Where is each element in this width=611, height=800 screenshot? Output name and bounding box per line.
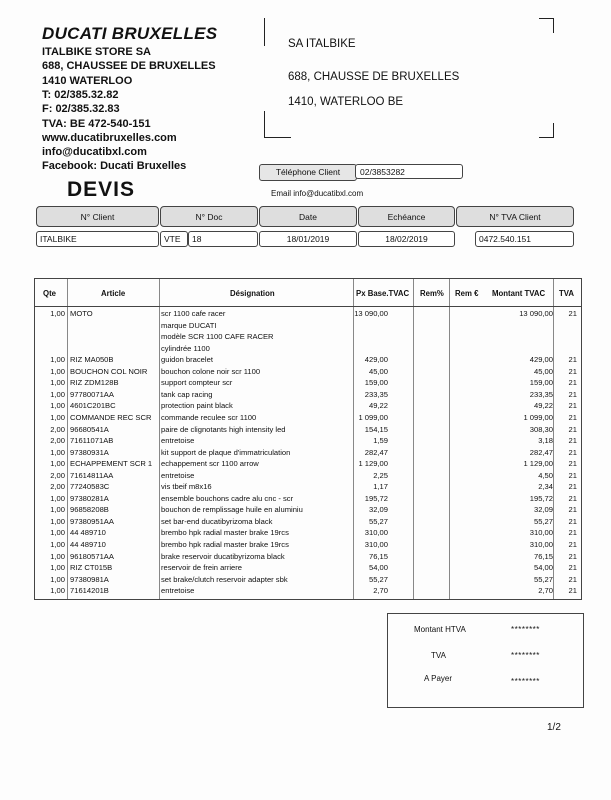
amount-cell: 1 099,00 <box>523 412 553 422</box>
table-row <box>35 412 581 423</box>
tva-cell: 21 <box>568 424 577 434</box>
header-client-label: N° Client <box>36 206 159 227</box>
article-cell: 97380951AA <box>70 516 114 526</box>
article-cell: 77240583C <box>70 482 110 492</box>
tva-cell: 21 <box>568 563 577 573</box>
tva-cell: 21 <box>568 378 577 388</box>
qty-cell: 1,00 <box>50 366 65 376</box>
designation-cell: entretoise <box>161 470 195 480</box>
designation-cell: support compteur scr <box>161 378 233 388</box>
article-cell: 44 489710 <box>70 540 106 549</box>
table-row <box>35 343 581 354</box>
designation-cell: set bar-end ducatibyrizoma black <box>161 516 273 526</box>
header-date-label: Date <box>259 206 357 227</box>
table-row <box>35 447 581 458</box>
amount-cell: 55,27 <box>533 574 553 584</box>
designation-cell: cylindrée 1100 <box>161 343 210 353</box>
recipient-name: SA ITALBIKE <box>288 38 356 50</box>
amount-cell: 282,47 <box>529 447 553 457</box>
table-row <box>35 551 581 562</box>
article-cell: 44 489710 <box>70 528 106 538</box>
article-cell: ECHAPPEMENT SCR 1 <box>70 459 153 469</box>
article-cell: RIZ MA050B <box>70 355 114 365</box>
qty-cell: 1,00 <box>50 459 65 469</box>
sender-line: info@ducatibxl.com <box>42 146 147 159</box>
recipient-address-box <box>264 18 554 138</box>
tva-cell: 21 <box>568 574 577 584</box>
amount-cell: 49,22 <box>533 401 553 411</box>
doc-number: 18 <box>188 231 258 247</box>
page-number: 1/2 <box>547 722 561 733</box>
article-cell: 97380981A <box>70 574 109 584</box>
designation-cell: bouchon de remplissage huile en aluminiu <box>161 505 303 515</box>
designation-cell: commande reculee scr 1100 <box>161 412 257 422</box>
designation-cell: tank cap racing <box>161 389 213 399</box>
recipient-street: 688, CHAUSSE DE BRUXELLES <box>288 71 460 83</box>
table-row <box>35 400 581 411</box>
phone-label: Téléphone Client <box>259 164 357 181</box>
qty-cell: 1,00 <box>50 389 65 399</box>
price-cell: 13 090,00 <box>354 309 388 318</box>
designation-cell: entretoise <box>161 586 195 596</box>
price-cell: 1,59 <box>373 436 388 446</box>
designation-cell: entretoise <box>161 436 195 446</box>
col-rem-eur: Rem € <box>455 289 479 298</box>
table-row <box>35 493 581 504</box>
qty-cell: 1,00 <box>50 447 65 457</box>
designation-cell: paire de clignotants high intensity led <box>161 424 286 434</box>
article-cell: RIZ ZDM128B <box>70 378 119 388</box>
designation-cell: reservoir de frein arriere <box>161 563 243 573</box>
tva-cell: 21 <box>568 447 577 457</box>
tva-cell: 21 <box>568 355 577 365</box>
article-cell: 97380931A <box>70 447 109 457</box>
table-row <box>35 320 581 331</box>
table-row <box>35 458 581 469</box>
header-vat-label: N° TVA Client <box>456 206 574 227</box>
total-tva-label: TVA <box>431 651 446 660</box>
tva-cell: 21 <box>568 586 577 596</box>
price-cell: 1,17 <box>373 482 388 492</box>
designation-cell: protection paint black <box>161 401 233 411</box>
tva-cell: 21 <box>568 470 577 480</box>
qty-cell: 2,00 <box>50 482 65 492</box>
tva-cell: 21 <box>568 412 577 422</box>
article-cell: BOUCHON COL NOIR <box>70 366 148 376</box>
tva-cell: 21 <box>568 459 577 469</box>
qty-cell: 2,00 <box>50 436 65 446</box>
qty-cell: 1,00 <box>50 516 65 526</box>
qty-cell: 1,00 <box>50 309 65 318</box>
table-row <box>35 481 581 492</box>
qty-cell: 1,00 <box>50 505 65 515</box>
company-name: DUCATI BRUXELLES <box>42 24 218 43</box>
amount-cell: 429,00 <box>529 355 553 365</box>
qty-cell: 1,00 <box>50 528 65 538</box>
amount-cell: 54,00 <box>533 563 553 573</box>
col-qty: Qte <box>43 289 56 298</box>
table-row <box>35 539 581 550</box>
table-row <box>35 574 581 585</box>
sender-line: 1410 WATERLOO <box>42 74 133 87</box>
article-cell: COMMANDE REC SCR <box>70 412 152 422</box>
designation-cell: brembo hpk radial master brake 19rcs <box>161 540 289 549</box>
price-cell: 55,27 <box>368 574 388 584</box>
tva-cell: 21 <box>568 436 577 446</box>
tva-cell: 21 <box>568 493 577 503</box>
total-pay-value: ******** <box>511 677 540 686</box>
amount-cell: 76,15 <box>533 551 553 561</box>
amount-cell: 310,00 <box>529 540 553 549</box>
qty-cell: 1,00 <box>50 551 65 561</box>
price-cell: 55,27 <box>368 516 388 526</box>
amount-cell: 2,70 <box>538 586 553 596</box>
table-header <box>35 279 581 307</box>
table-row <box>35 424 581 435</box>
amount-cell: 55,27 <box>533 516 553 526</box>
sender-line: Facebook: Ducati Bruxelles <box>42 160 187 173</box>
price-cell: 282,47 <box>364 447 388 457</box>
price-cell: 233,35 <box>364 389 388 399</box>
sender-line: 688, CHAUSSEE DE BRUXELLES <box>42 60 216 73</box>
table-row <box>35 562 581 573</box>
article-cell: 71614811AA <box>70 470 114 480</box>
tva-cell: 21 <box>568 505 577 515</box>
amount-cell: 32,09 <box>533 505 553 515</box>
document-title: DEVIS <box>67 178 136 201</box>
qty-cell: 1,00 <box>50 586 65 596</box>
tva-cell: 21 <box>568 551 577 561</box>
header-doc-label: N° Doc <box>160 206 258 227</box>
qty-cell: 2,00 <box>50 424 65 434</box>
price-cell: 310,00 <box>364 528 388 538</box>
total-pay-label: A Payer <box>424 674 453 683</box>
price-cell: 2,25 <box>373 470 388 480</box>
qty-cell: 1,00 <box>50 493 65 503</box>
price-cell: 32,09 <box>368 505 388 515</box>
amount-cell: 233,35 <box>529 389 553 399</box>
totals-box <box>387 613 584 708</box>
designation-cell: scr 1100 cafe racer <box>161 309 226 318</box>
col-rem-pct: Rem% <box>420 289 444 298</box>
col-article: Article <box>101 289 126 298</box>
table-row <box>35 435 581 446</box>
article-cell: RIZ CT015B <box>70 563 113 573</box>
article-cell: 96858208B <box>70 505 109 515</box>
article-cell: 97780071AA <box>70 389 114 399</box>
table-row <box>35 527 581 538</box>
article-cell: 96180571AA <box>70 551 114 561</box>
tva-cell: 21 <box>568 540 577 549</box>
amount-cell: 308,30 <box>529 424 553 434</box>
price-cell: 310,00 <box>364 540 388 549</box>
designation-cell: echappement scr 1100 arrow <box>161 459 259 469</box>
col-price: Px Base.TVAC <box>356 289 410 298</box>
qty-cell: 1,00 <box>50 401 65 411</box>
table-row <box>35 354 581 365</box>
table-row <box>35 585 581 596</box>
price-cell: 49,22 <box>368 401 388 411</box>
price-cell: 54,00 <box>368 563 388 573</box>
designation-cell: bouchon colone noir scr 1100 <box>161 366 261 376</box>
tva-cell: 21 <box>568 528 577 538</box>
designation-cell: vis tbeif m8x16 <box>161 482 212 492</box>
designation-cell: modèle SCR 1100 CAFE RACER <box>161 332 274 342</box>
client-number: ITALBIKE <box>36 231 159 247</box>
doc-date: 18/01/2019 <box>259 231 357 247</box>
sender-line: TVA: BE 472-540-151 <box>42 117 151 130</box>
amount-cell: 1 129,00 <box>523 459 553 469</box>
amount-cell: 310,00 <box>529 528 553 538</box>
table-row <box>35 470 581 481</box>
price-cell: 76,15 <box>368 551 388 561</box>
recipient-city: 1410, WATERLOO BE <box>288 96 404 108</box>
sender-line: T: 02/385.32.82 <box>42 88 119 101</box>
article-cell: 96680541A <box>70 424 109 434</box>
article-cell: 4601C201BC <box>70 401 116 411</box>
price-cell: 2,70 <box>373 586 388 596</box>
sender-line: F: 02/385.32.83 <box>42 103 120 116</box>
table-row <box>35 308 581 319</box>
designation-cell: set brake/clutch reservoir adapter sbk <box>161 574 288 584</box>
sender-line: www.ducatibruxelles.com <box>42 131 177 144</box>
qty-cell: 2,00 <box>50 470 65 480</box>
sender-line: ITALBIKE STORE SA <box>42 46 151 58</box>
tva-cell: 21 <box>568 389 577 399</box>
qty-cell: 1,00 <box>50 412 65 422</box>
price-cell: 429,00 <box>364 355 388 365</box>
qty-cell: 1,00 <box>50 378 65 388</box>
qty-cell: 1,00 <box>50 574 65 584</box>
article-cell: 71614201B <box>70 586 109 596</box>
article-cell: 71611071AB <box>70 436 114 446</box>
table-row <box>35 377 581 388</box>
designation-cell: kit support de plaque d'immatriculation <box>161 447 291 457</box>
designation-cell: ensemble bouchons cadre alu cnc - scr <box>161 493 294 503</box>
due-date: 18/02/2019 <box>358 231 455 247</box>
total-htva-label: Montant HTVA <box>414 625 466 634</box>
price-cell: 1 099,00 <box>358 412 388 422</box>
article-cell: 97380281A <box>70 493 109 503</box>
items-table <box>34 278 582 600</box>
doc-type: VTE <box>160 231 188 247</box>
total-tva-value: ******** <box>511 651 540 660</box>
amount-cell: 45,00 <box>533 366 553 376</box>
tva-cell: 21 <box>568 309 577 318</box>
table-row <box>35 366 581 377</box>
amount-cell: 4,50 <box>538 470 553 480</box>
email-line: Email info@ducatibxl.com <box>271 189 364 198</box>
total-htva-value: ******** <box>511 625 540 634</box>
amount-cell: 3,18 <box>538 436 553 446</box>
col-amount: Montant TVAC <box>492 289 546 298</box>
price-cell: 1 129,00 <box>358 459 388 469</box>
col-designation: Désignation <box>230 289 275 298</box>
table-row <box>35 504 581 515</box>
table-row <box>35 516 581 527</box>
table-row <box>35 389 581 400</box>
header-due-label: Echéance <box>358 206 455 227</box>
table-row <box>35 331 581 342</box>
qty-cell: 1,00 <box>50 540 65 549</box>
col-tva: TVA <box>559 289 575 298</box>
tva-cell: 21 <box>568 482 577 492</box>
price-cell: 154,15 <box>364 424 388 434</box>
price-cell: 159,00 <box>364 378 388 388</box>
amount-cell: 159,00 <box>529 378 553 388</box>
amount-cell: 195,72 <box>529 493 553 503</box>
price-cell: 195,72 <box>364 493 388 503</box>
designation-cell: brake reservoir ducatibyrizoma black <box>161 551 285 561</box>
article-cell: MOTO <box>70 309 93 318</box>
amount-cell: 13 090,00 <box>519 309 553 318</box>
designation-cell: guidon bracelet <box>161 355 213 365</box>
tva-cell: 21 <box>568 401 577 411</box>
designation-cell: brembo hpk radial master brake 19rcs <box>161 528 289 538</box>
amount-cell: 2,34 <box>538 482 553 492</box>
designation-cell: marque DUCATI <box>161 320 217 330</box>
qty-cell: 1,00 <box>50 563 65 573</box>
client-vat-number: 0472.540.151 <box>475 231 574 247</box>
price-cell: 45,00 <box>368 366 388 376</box>
tva-cell: 21 <box>568 516 577 526</box>
qty-cell: 1,00 <box>50 355 65 365</box>
phone-value: 02/3853282 <box>355 164 463 179</box>
tva-cell: 21 <box>568 366 577 376</box>
